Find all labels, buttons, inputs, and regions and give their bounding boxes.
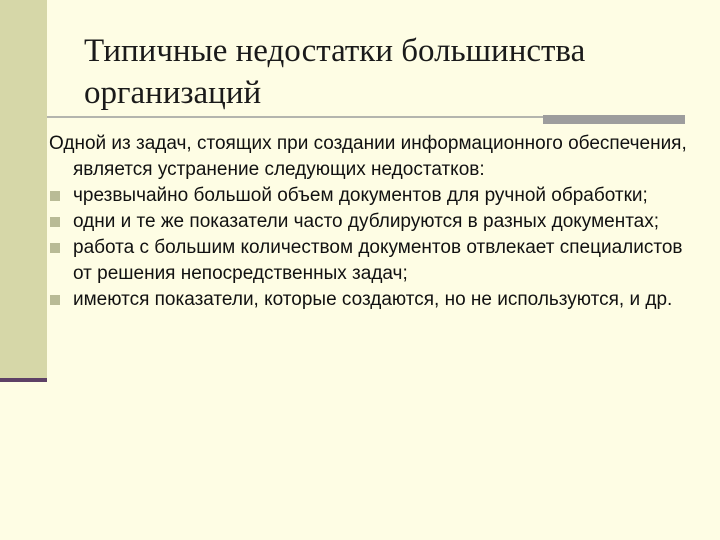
intro-text: Одной из задач, стоящих при создании информационного обеспечения, является устранение следующих недостатков:: [49, 133, 687, 180]
square-bullet-icon: [50, 295, 60, 305]
list-item-text: чрезвычайно большой объем документов для ручной обработки;: [73, 185, 648, 206]
list-item: [49, 287, 689, 313]
slide-body: [49, 131, 689, 313]
list-item-text: работа с большим количеством документов отвлекает специалистов от решения непосредственных задач;: [73, 237, 683, 284]
title-divider: [47, 116, 547, 118]
left-accent-band-edge: [0, 378, 47, 382]
list-item-text: имеются показатели, которые создаются, но не используются, и др.: [73, 289, 673, 310]
left-accent-band: [0, 0, 47, 378]
list-item: [49, 235, 689, 287]
bullet-list: [49, 183, 689, 313]
list-item: [49, 183, 689, 209]
square-bullet-icon: [50, 217, 60, 227]
square-bullet-icon: [50, 191, 60, 201]
list-item: [49, 209, 689, 235]
list-item-text: одни и те же показатели часто дублируются в разных документах;: [73, 211, 660, 232]
title-divider-accent: [543, 115, 685, 124]
slide-title: Типичные недостатки большинства организаций: [84, 33, 586, 111]
square-bullet-icon: [50, 243, 60, 253]
